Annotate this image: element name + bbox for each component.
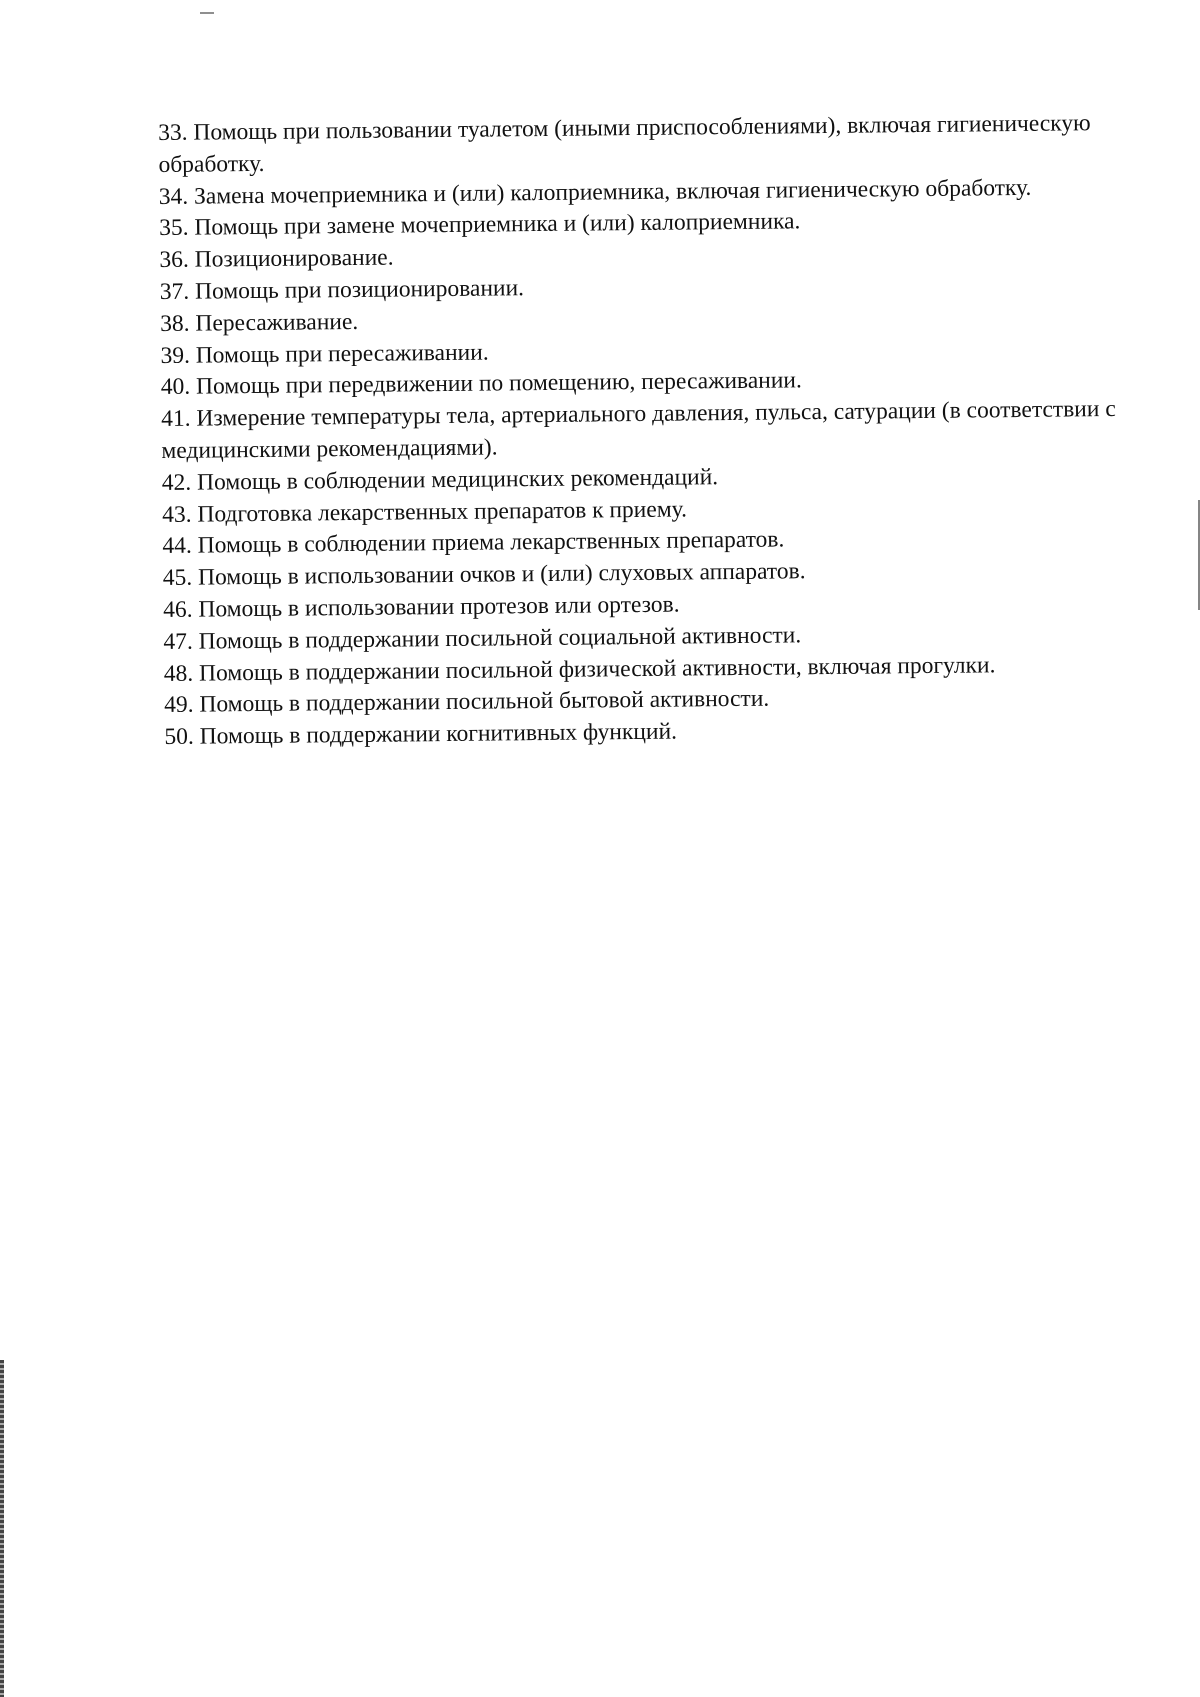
item-text: Помощь при пересаживании. (195, 339, 489, 369)
item-number: 40. (160, 374, 191, 401)
item-text: Помощь при передвижении по помещению, пересаживании. (195, 367, 802, 400)
item-number: 42. (161, 469, 192, 496)
item-text: Помощь при пользовании туалетом (иными приспособлениями), включая гигиеническую обработку. (158, 110, 1091, 178)
item-number: 36. (159, 246, 189, 274)
item-number: 37. (159, 278, 190, 305)
item-text: Помощь в использовании протезов или ортезов. (198, 591, 680, 623)
item-number: 39. (160, 342, 190, 369)
item-text: Измерение температуры тела, артериального давления, пульса, сатурации (в соответствии с медицинскими рекомендациями). (161, 396, 1116, 464)
item-text: Помощь в соблюдении приема лекарственных препаратов. (197, 526, 785, 559)
scan-artifact-edge-left (0, 1360, 4, 1697)
item-number: 47. (163, 628, 193, 655)
item-text: Помощь в использовании очков и (или) слуховых аппаратов. (197, 558, 806, 591)
item-text: Помощь в поддержании когнитивных функций. (199, 718, 678, 750)
item-number: 41. (161, 405, 191, 433)
item-number: 33. (158, 119, 188, 146)
item-number: 38. (160, 310, 190, 337)
list-item-41 (161, 394, 1122, 468)
list-item-33 (158, 108, 1119, 182)
item-number: 44. (162, 533, 192, 560)
item-number: 43. (162, 501, 192, 528)
item-text: Помощь в поддержании посильной физической активности, включая прогулки. (198, 651, 996, 687)
item-text: Замена мочеприемника и (или) калоприемника, включая гигиеническую обработку. (193, 174, 1032, 210)
item-text: Помощь при позиционировании. (194, 275, 525, 305)
item-text: Позиционирование. (194, 244, 394, 273)
item-number: 49. (164, 692, 194, 719)
item-text: Пересаживание. (195, 308, 359, 337)
item-number: 46. (163, 596, 193, 623)
services-list (158, 108, 1125, 754)
item-number: 50. (164, 723, 194, 751)
item-number: 45. (162, 564, 193, 592)
item-text: Помощь при замене мочеприемника и (или) калоприемника. (194, 208, 801, 242)
item-number: 48. (163, 660, 194, 687)
item-text: Помощь в поддержании посильной бытовой активности. (199, 685, 770, 718)
item-text: Помощь в соблюдении медицинских рекомендаций. (196, 463, 719, 496)
item-number: 34. (158, 183, 189, 210)
item-number: 35. (159, 215, 189, 242)
item-text: Помощь в поддержании посильной социальной активности. (198, 622, 802, 655)
item-text: Подготовка лекарственных препаратов к приему. (197, 496, 688, 528)
scan-artifact-mark (200, 12, 214, 14)
